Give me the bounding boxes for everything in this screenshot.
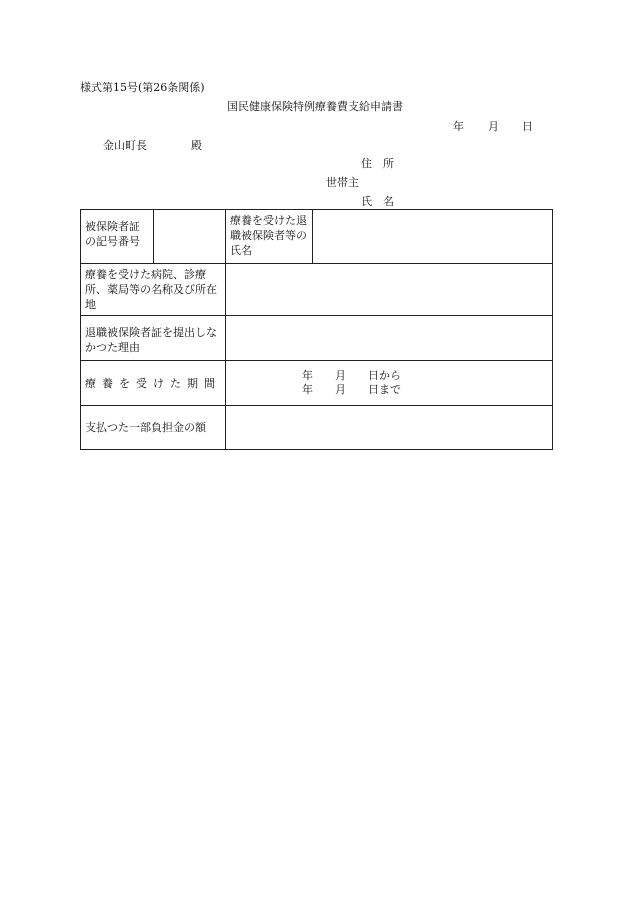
period-label: 療養を受けた期間 (81, 361, 226, 406)
application-table (80, 209, 553, 450)
date-day: 日 (522, 120, 533, 133)
hospital-label: 療養を受けた病院、診療所、薬局等の名称及び所在地 (81, 264, 226, 316)
insurance-card-value[interactable] (154, 210, 226, 264)
period-to: 年 月 日まで (302, 383, 401, 396)
period-value[interactable] (226, 361, 553, 406)
reason-label: 退職被保険者証を提出しなかつた理由 (81, 316, 226, 361)
form-number: 様式第15号(第26条関係) (80, 81, 205, 94)
document-title: 国民健康保険特例療養費支給申請書 (227, 100, 403, 113)
period-from: 年 月 日から (302, 369, 401, 382)
retired-name-value[interactable] (313, 210, 553, 264)
retired-name-label: 療養を受けた退職被保険者等の氏名 (226, 210, 313, 264)
reason-value[interactable] (226, 316, 553, 361)
copay-value[interactable] (226, 406, 553, 450)
name-label: 氏 名 (361, 195, 394, 208)
date-month: 月 (488, 120, 499, 133)
insurance-card-label: 被保険者証の記号番号 (81, 210, 154, 264)
household-head-label: 世帯主 (326, 176, 359, 189)
copay-label: 支払つた一部負担金の額 (81, 406, 226, 450)
date-year: 年 (453, 120, 464, 133)
addressee: 金山町長 殿 (103, 139, 202, 152)
hospital-value[interactable] (226, 264, 553, 316)
date-line (453, 121, 533, 132)
address-label: 住 所 (361, 157, 394, 170)
